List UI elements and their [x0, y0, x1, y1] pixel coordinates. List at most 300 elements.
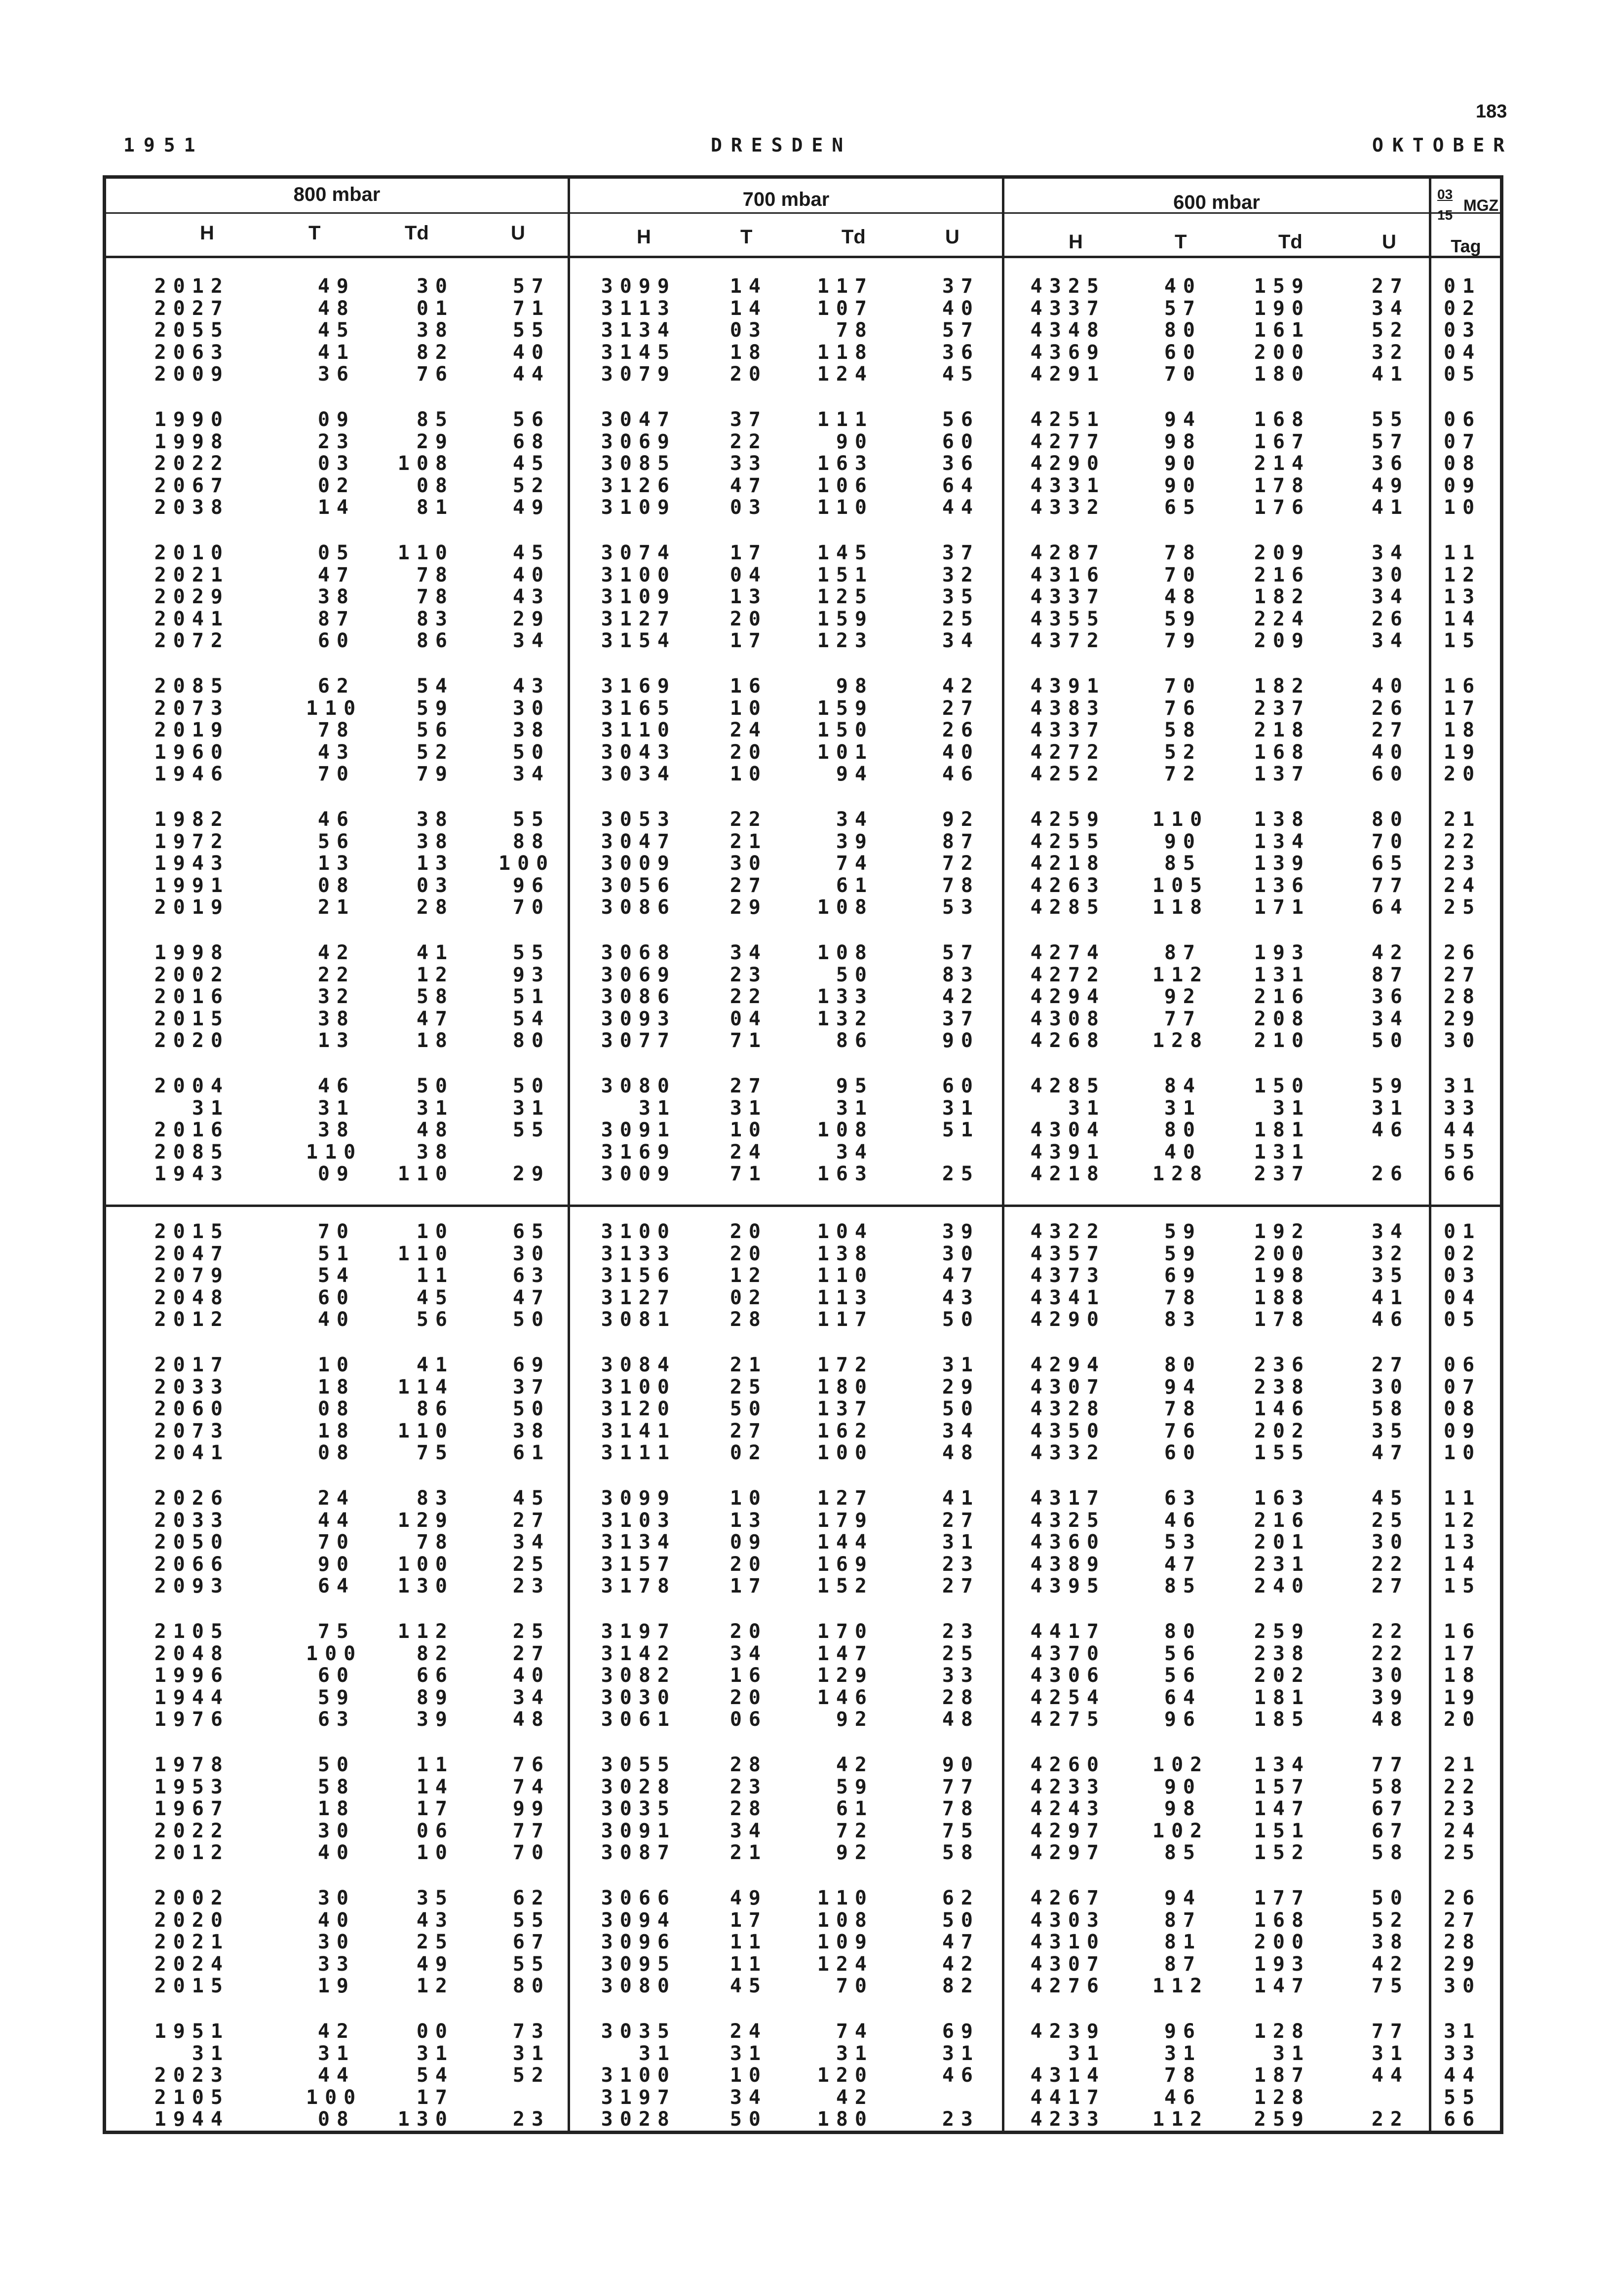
cell-tag: 10 — [1444, 496, 1482, 519]
cell-800-u: 30 — [512, 1242, 550, 1265]
cell-700-t: 34 — [729, 1642, 767, 1665]
cell-700-u: 31 — [942, 1354, 980, 1376]
cell-600-h: 31 — [1068, 1096, 1106, 1120]
cell-700-h: 3080 — [601, 1075, 676, 1097]
cell-700-td: 162 — [817, 1419, 874, 1442]
cell-700-td: 59 — [836, 1775, 874, 1798]
cell-600-td: 139 — [1254, 852, 1310, 875]
cell-600-td: 134 — [1254, 830, 1310, 853]
cell-600-td: 193 — [1254, 1952, 1310, 1976]
cell-800-h: 2093 — [154, 1575, 230, 1597]
cell-800-t: 63 — [317, 1708, 355, 1731]
cell-800-h: 2060 — [154, 1398, 230, 1420]
cell-800-td: 06 — [416, 1819, 454, 1842]
cell-700-h: 3086 — [601, 985, 676, 1008]
cell-600-h: 4383 — [1030, 697, 1106, 720]
cell-600-h: 4337 — [1030, 585, 1106, 608]
cell-600-h: 4328 — [1030, 1398, 1106, 1420]
cell-600-td: 168 — [1254, 408, 1310, 431]
cell-700-td: 124 — [817, 1952, 874, 1976]
cell-800-h: 1976 — [154, 1708, 230, 1731]
cell-700-u: 27 — [942, 697, 980, 720]
cell-800-td: 11 — [416, 1264, 454, 1287]
cell-700-td: 150 — [817, 719, 874, 741]
cell-700-h: 3081 — [601, 1308, 676, 1331]
header-bottom-line — [103, 256, 1503, 258]
cell-700-u: 83 — [942, 963, 980, 986]
cell-600-t: 80 — [1164, 1620, 1202, 1643]
cell-600-u: 49 — [1371, 474, 1409, 497]
cell-800-t: 18 — [317, 1419, 355, 1442]
cell-tag: 33 — [1444, 2042, 1482, 2065]
section-divider — [103, 1205, 1503, 1207]
cell-600-t: 96 — [1164, 2020, 1202, 2043]
cell-700-td: 98 — [836, 675, 874, 698]
cell-800-u: 34 — [512, 1686, 550, 1709]
cell-600-td: 208 — [1254, 1007, 1310, 1030]
col-u-800: U — [511, 222, 525, 244]
cell-800-t: 64 — [317, 1575, 355, 1597]
cell-700-h: 3156 — [601, 1264, 676, 1287]
cell-600-h: 4304 — [1030, 1119, 1106, 1141]
cell-tag: 28 — [1444, 1931, 1482, 1953]
cell-800-td: 38 — [416, 1140, 454, 1164]
cell-tag: 44 — [1444, 2064, 1482, 2087]
cell-tag: 31 — [1444, 1075, 1482, 1097]
cell-700-h: 3100 — [601, 2064, 676, 2087]
cell-800-u: 55 — [512, 1952, 550, 1976]
cell-800-t: 90 — [317, 1553, 355, 1576]
cell-700-u: 56 — [942, 408, 980, 431]
col-td-600: Td — [1278, 231, 1303, 253]
cell-600-td: 192 — [1254, 1220, 1310, 1243]
cell-tag: 02 — [1444, 1242, 1482, 1265]
cell-700-t: 29 — [729, 896, 767, 919]
cell-600-h: 4357 — [1030, 1242, 1106, 1265]
cell-600-h: 4325 — [1030, 275, 1106, 298]
cell-700-h: 3110 — [601, 719, 676, 741]
cell-700-h: 3099 — [601, 1487, 676, 1510]
cell-700-u: 51 — [942, 1119, 980, 1141]
cell-600-t: 70 — [1164, 675, 1202, 698]
cell-700-t: 09 — [729, 1531, 767, 1554]
cell-700-t: 71 — [729, 1029, 767, 1052]
cell-700-t: 02 — [729, 1441, 767, 1464]
cell-600-t: 128 — [1152, 1029, 1209, 1052]
cell-600-h: 4303 — [1030, 1908, 1106, 1932]
cell-600-td: 218 — [1254, 719, 1310, 741]
cell-800-t: 30 — [317, 1819, 355, 1842]
cell-800-td: 10 — [416, 1841, 454, 1864]
cell-600-t: 76 — [1164, 697, 1202, 720]
cell-700-t: 28 — [729, 1753, 767, 1776]
cell-600-h: 4272 — [1030, 740, 1106, 764]
cell-tag: 23 — [1444, 852, 1482, 875]
cell-800-u: 61 — [512, 1441, 550, 1464]
cell-600-td: 151 — [1254, 1819, 1310, 1842]
cell-700-h: 3043 — [601, 740, 676, 764]
cell-700-u: 78 — [942, 874, 980, 897]
cell-700-td: 152 — [817, 1575, 874, 1597]
cell-700-u: 72 — [942, 852, 980, 875]
cell-700-u: 60 — [942, 1075, 980, 1097]
cell-tag: 13 — [1444, 585, 1482, 608]
cell-600-u: 22 — [1371, 2108, 1409, 2131]
cell-700-t: 10 — [729, 1119, 767, 1141]
cell-600-t: 80 — [1164, 1354, 1202, 1376]
cell-800-u: 55 — [512, 1908, 550, 1932]
cell-600-t: 56 — [1164, 1664, 1202, 1687]
cell-700-u: 28 — [942, 1686, 980, 1709]
cell-700-u: 34 — [942, 629, 980, 652]
cell-600-td: 185 — [1254, 1708, 1310, 1731]
cell-700-td: 34 — [836, 808, 874, 831]
cell-600-u: 40 — [1371, 675, 1409, 698]
cell-600-t: 79 — [1164, 629, 1202, 652]
cell-600-h: 4372 — [1030, 629, 1106, 652]
cell-700-u: 46 — [942, 2064, 980, 2087]
cell-600-h: 4337 — [1030, 719, 1106, 741]
cell-800-u: 23 — [512, 2108, 550, 2131]
cell-700-h: 3145 — [601, 341, 676, 364]
cell-600-u: 26 — [1371, 1163, 1409, 1185]
cell-700-u: 37 — [942, 1007, 980, 1030]
cell-700-h: 3086 — [601, 896, 676, 919]
cell-700-u: 57 — [942, 319, 980, 342]
cell-700-h: 3047 — [601, 408, 676, 431]
cell-tag: 05 — [1444, 1308, 1482, 1331]
header-year: 1951 — [123, 134, 204, 156]
cell-800-u: 50 — [512, 1308, 550, 1331]
cell-800-h: 1953 — [154, 1775, 230, 1798]
cell-600-h: 4276 — [1030, 1975, 1106, 1997]
cell-700-td: 90 — [836, 430, 874, 453]
cell-600-h: 4260 — [1030, 1753, 1106, 1776]
cell-700-td: 107 — [817, 297, 874, 320]
cell-800-td: 56 — [416, 719, 454, 741]
cell-600-t: 60 — [1164, 1441, 1202, 1464]
cell-700-td: 61 — [836, 1797, 874, 1820]
cell-800-t: 47 — [317, 563, 355, 586]
cell-800-t: 38 — [317, 585, 355, 608]
cell-600-td: 171 — [1254, 896, 1310, 919]
cell-800-u: 31 — [512, 2042, 550, 2065]
cell-600-u: 45 — [1371, 1487, 1409, 1510]
cell-700-td: 72 — [836, 1819, 874, 1842]
cell-tag: 14 — [1444, 1553, 1482, 1576]
cell-800-t: 05 — [317, 542, 355, 564]
cell-700-t: 22 — [729, 985, 767, 1008]
cell-600-t: 56 — [1164, 1642, 1202, 1665]
cell-700-h: 3141 — [601, 1419, 676, 1442]
cell-600-td: 128 — [1254, 2086, 1310, 2109]
cell-700-t: 10 — [729, 763, 767, 785]
cell-700-t: 22 — [729, 808, 767, 831]
tag-header: Tag — [1451, 236, 1481, 256]
cell-800-td: 30 — [416, 275, 454, 298]
cell-700-u: 90 — [942, 1029, 980, 1052]
cell-700-h: 3133 — [601, 1242, 676, 1265]
cell-700-u: 50 — [942, 1398, 980, 1420]
cell-700-h: 3095 — [601, 1952, 676, 1976]
cell-800-td: 110 — [397, 1163, 454, 1185]
cell-800-td: 112 — [397, 1620, 454, 1643]
cell-800-t: 46 — [317, 808, 355, 831]
cell-700-h: 3035 — [601, 1797, 676, 1820]
cell-tag: 02 — [1444, 297, 1482, 320]
cell-800-t: 70 — [317, 1531, 355, 1554]
cell-700-u: 40 — [942, 297, 980, 320]
cell-800-h: 2024 — [154, 1952, 230, 1976]
cell-600-t: 64 — [1164, 1686, 1202, 1709]
cell-700-h: 3085 — [601, 452, 676, 475]
cell-800-t: 23 — [317, 430, 355, 453]
cell-700-td: 110 — [817, 496, 874, 519]
cell-800-u: 56 — [512, 408, 550, 431]
cell-800-u: 50 — [512, 740, 550, 764]
cell-600-u: 40 — [1371, 740, 1409, 764]
cell-700-h: 3069 — [601, 430, 676, 453]
cell-800-u: 62 — [512, 1887, 550, 1909]
cell-700-u: 75 — [942, 1819, 980, 1842]
cell-700-h: 3055 — [601, 1753, 676, 1776]
cell-600-h: 4369 — [1030, 341, 1106, 364]
cell-600-td: 210 — [1254, 1029, 1310, 1052]
mgz-label: MGZ — [1463, 196, 1499, 214]
cell-700-td: 108 — [817, 941, 874, 964]
cell-800-h: 2020 — [154, 1908, 230, 1932]
cell-700-u: 53 — [942, 896, 980, 919]
cell-600-h: 4316 — [1030, 563, 1106, 586]
cell-800-u: 77 — [512, 1819, 550, 1842]
cell-800-td: 35 — [416, 1887, 454, 1909]
cell-600-h: 4294 — [1030, 1354, 1106, 1376]
cell-600-u: 25 — [1371, 1509, 1409, 1532]
cell-700-td: 39 — [836, 830, 874, 853]
cell-600-u: 34 — [1371, 585, 1409, 608]
cell-800-u: 65 — [512, 1220, 550, 1243]
cell-600-h: 4275 — [1030, 1708, 1106, 1731]
cell-800-h: 2020 — [154, 1029, 230, 1052]
cell-700-t: 30 — [729, 852, 767, 875]
cell-800-h: 1944 — [154, 2108, 230, 2131]
cell-600-td: 224 — [1254, 607, 1310, 630]
cell-700-u: 78 — [942, 1797, 980, 1820]
cell-600-h: 4290 — [1030, 452, 1106, 475]
cell-700-u: 42 — [942, 675, 980, 698]
cell-600-u: 87 — [1371, 963, 1409, 986]
cell-700-h: 3100 — [601, 1220, 676, 1243]
cell-700-t: 28 — [729, 1797, 767, 1820]
cell-700-td: 110 — [817, 1887, 874, 1909]
cell-700-h: 3100 — [601, 563, 676, 586]
cell-700-u: 33 — [942, 1664, 980, 1687]
cell-700-t: 45 — [729, 1975, 767, 1997]
cell-800-t: 58 — [317, 1775, 355, 1798]
cell-700-u: 25 — [942, 1642, 980, 1665]
cell-700-t: 33 — [729, 452, 767, 475]
cell-700-h: 3157 — [601, 1553, 676, 1576]
cell-700-td: 106 — [817, 474, 874, 497]
cell-800-u: 29 — [512, 1163, 550, 1185]
cell-700-t: 34 — [729, 1819, 767, 1842]
cell-800-td: 59 — [416, 697, 454, 720]
cell-600-t: 40 — [1164, 1140, 1202, 1164]
cell-600-td: 168 — [1254, 1908, 1310, 1932]
cell-600-td: 188 — [1254, 1286, 1310, 1309]
cell-800-u: 93 — [512, 963, 550, 986]
cell-600-u: 32 — [1371, 341, 1409, 364]
cell-700-u: 31 — [942, 1531, 980, 1554]
cell-700-t: 47 — [729, 474, 767, 497]
cell-tag: 27 — [1444, 963, 1482, 986]
cell-tag: 01 — [1444, 275, 1482, 298]
cell-tag: 31 — [1444, 2020, 1482, 2043]
cell-600-u: 42 — [1371, 1952, 1409, 1976]
cell-800-u: 80 — [512, 1029, 550, 1052]
cell-600-h: 4331 — [1030, 474, 1106, 497]
cell-600-u: 35 — [1371, 1419, 1409, 1442]
cell-700-u: 50 — [942, 1308, 980, 1331]
cell-700-td: 146 — [817, 1686, 874, 1709]
cell-600-t: 112 — [1152, 963, 1209, 986]
cell-tag: 44 — [1444, 1119, 1482, 1141]
cell-800-h: 2015 — [154, 1007, 230, 1030]
cell-800-h: 2079 — [154, 1264, 230, 1287]
cell-600-td: 237 — [1254, 1163, 1310, 1185]
cell-800-td: 12 — [416, 1975, 454, 1997]
cell-600-u: 30 — [1371, 563, 1409, 586]
cell-tag: 26 — [1444, 941, 1482, 964]
cell-600-td: 137 — [1254, 763, 1310, 785]
cell-800-t: 18 — [317, 1797, 355, 1820]
cell-600-td: 216 — [1254, 563, 1310, 586]
cell-800-h: 1960 — [154, 740, 230, 764]
cell-700-t: 23 — [729, 1775, 767, 1798]
cell-800-td: 48 — [416, 1119, 454, 1141]
cell-700-t: 20 — [729, 363, 767, 386]
cell-600-h: 4360 — [1030, 1531, 1106, 1554]
cell-700-u: 26 — [942, 719, 980, 741]
cell-tag: 13 — [1444, 1531, 1482, 1554]
cell-800-td: 17 — [416, 1797, 454, 1820]
cell-600-td: 150 — [1254, 1075, 1310, 1097]
cell-800-u: 23 — [512, 1575, 550, 1597]
cell-700-td: 95 — [836, 1075, 874, 1097]
cell-600-h: 4373 — [1030, 1264, 1106, 1287]
cell-600-h: 4391 — [1030, 1140, 1106, 1164]
cell-800-u: 38 — [512, 719, 550, 741]
cell-700-td: 125 — [817, 585, 874, 608]
cell-600-t: 78 — [1164, 1286, 1202, 1309]
cell-700-u: 77 — [942, 1775, 980, 1798]
cell-600-u: 46 — [1371, 1119, 1409, 1141]
cell-tag: 19 — [1444, 1686, 1482, 1709]
cell-800-u: 100 — [498, 852, 555, 875]
cell-800-t: 08 — [317, 2108, 355, 2131]
cell-700-u: 25 — [942, 607, 980, 630]
cell-600-td: 187 — [1254, 2064, 1310, 2087]
mgz-fraction-top: 03 — [1437, 187, 1453, 202]
cell-800-h: 2067 — [154, 474, 230, 497]
cell-700-td: 78 — [836, 319, 874, 342]
cell-800-t: 70 — [317, 763, 355, 785]
cell-800-td: 79 — [416, 763, 454, 785]
cell-800-h: 1998 — [154, 430, 230, 453]
cell-700-t: 25 — [729, 1375, 767, 1399]
cell-600-h: 4277 — [1030, 430, 1106, 453]
cell-tag: 05 — [1444, 363, 1482, 386]
cell-800-td: 13 — [416, 852, 454, 875]
cell-800-td: 00 — [416, 2020, 454, 2043]
cell-700-h: 3082 — [601, 1664, 676, 1687]
cell-600-td: 200 — [1254, 1242, 1310, 1265]
cell-600-u: 57 — [1371, 430, 1409, 453]
cell-800-td: 75 — [416, 1441, 454, 1464]
cell-600-t: 80 — [1164, 319, 1202, 342]
cell-600-td: 178 — [1254, 1308, 1310, 1331]
cell-600-h: 4290 — [1030, 1308, 1106, 1331]
cell-600-u: 31 — [1371, 1096, 1409, 1120]
cell-700-h: 31 — [638, 1096, 676, 1120]
cell-600-h: 4337 — [1030, 297, 1106, 320]
cell-600-u: 44 — [1371, 2064, 1409, 2087]
cell-700-u: 39 — [942, 1220, 980, 1243]
cell-tag: 16 — [1444, 675, 1482, 698]
cell-600-td: 216 — [1254, 1509, 1310, 1532]
cell-800-u: 48 — [512, 1708, 550, 1731]
cell-700-h: 3178 — [601, 1575, 676, 1597]
cell-800-h: 2063 — [154, 341, 230, 364]
cell-tag: 09 — [1444, 474, 1482, 497]
cell-600-h: 4306 — [1030, 1664, 1106, 1687]
cell-800-t: 59 — [317, 1686, 355, 1709]
cell-600-h: 4218 — [1030, 852, 1106, 875]
cell-600-t: 40 — [1164, 275, 1202, 298]
cell-700-h: 3035 — [601, 2020, 676, 2043]
cell-700-u: 48 — [942, 1441, 980, 1464]
cell-tag: 24 — [1444, 874, 1482, 897]
cell-800-u: 47 — [512, 1286, 550, 1309]
cell-700-h: 3028 — [601, 1775, 676, 1798]
cell-600-h: 4251 — [1030, 408, 1106, 431]
cell-800-u: 55 — [512, 941, 550, 964]
cell-800-h: 2072 — [154, 629, 230, 652]
cell-800-h: 31 — [192, 2042, 230, 2065]
cell-600-h: 4218 — [1030, 1163, 1106, 1185]
cell-600-t: 59 — [1164, 1220, 1202, 1243]
cell-700-u: 46 — [942, 763, 980, 785]
cell-800-u: 29 — [512, 607, 550, 630]
cell-700-td: 108 — [817, 896, 874, 919]
cell-700-t: 49 — [729, 1887, 767, 1909]
cell-800-h: 2027 — [154, 297, 230, 320]
cell-600-td: 167 — [1254, 430, 1310, 453]
cell-600-t: 112 — [1152, 1975, 1209, 1997]
cell-700-h: 3061 — [601, 1708, 676, 1731]
cell-tag: 21 — [1444, 808, 1482, 831]
cell-600-td: 147 — [1254, 1797, 1310, 1820]
cell-800-td: 81 — [416, 496, 454, 519]
cell-800-t: 42 — [317, 2020, 355, 2043]
cell-700-t: 03 — [729, 319, 767, 342]
cell-600-t: 48 — [1164, 585, 1202, 608]
cell-600-t: 59 — [1164, 1242, 1202, 1265]
cell-800-td: 45 — [416, 1286, 454, 1309]
cell-700-t: 20 — [729, 1553, 767, 1576]
cell-600-u: 30 — [1371, 1664, 1409, 1687]
cell-600-td: 259 — [1254, 2108, 1310, 2131]
